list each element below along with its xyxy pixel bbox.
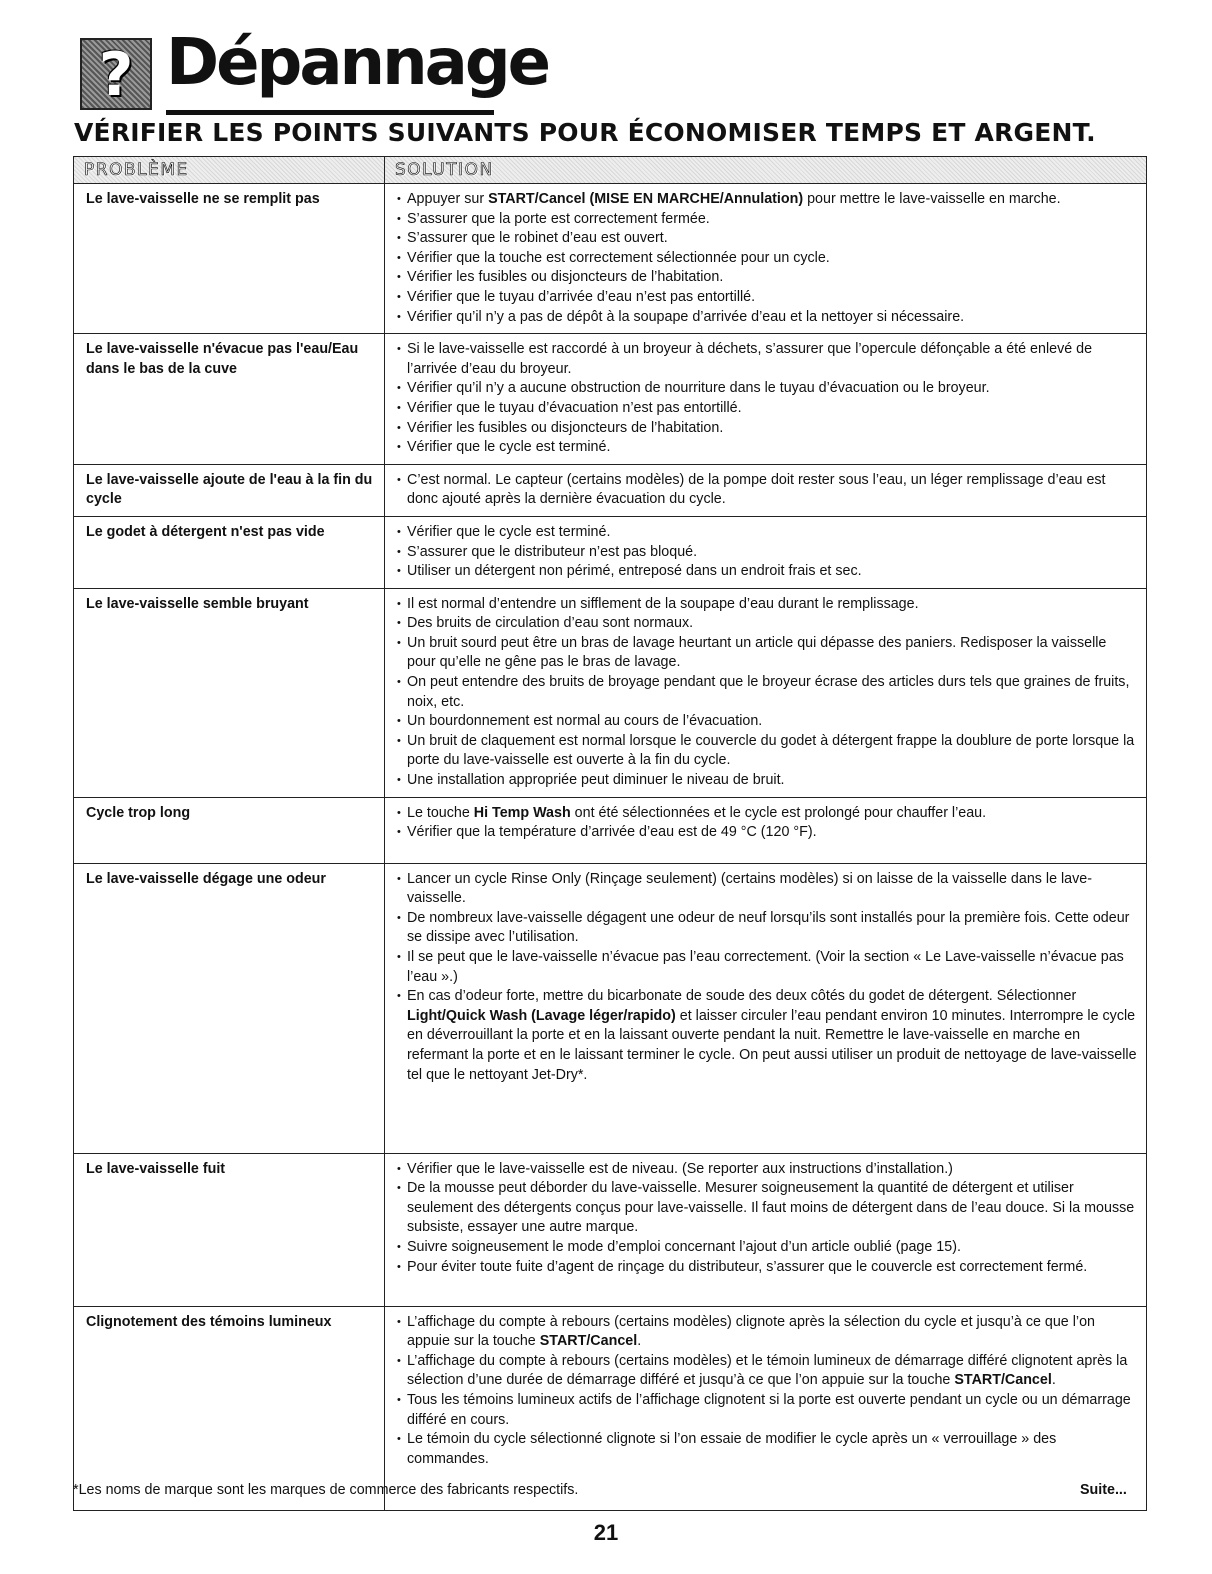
button-name-text: Hi Temp Wash — [473, 804, 571, 821]
solution-text: On peut entendre des bruits de broyage pendant que le broyeur écrase des articles durs tels que graines de fruits, noix, etc. — [407, 674, 1130, 710]
solution-text: pour mettre le lave-vaisselle en marche. — [803, 191, 1061, 207]
solution-text: S’assurer que la porte est correctement fermée. — [407, 210, 710, 227]
problem-cell: Le lave-vaisselle fuit — [74, 1153, 385, 1306]
table-row — [74, 797, 1147, 863]
solution-cell — [385, 797, 1147, 863]
table-row — [74, 863, 1147, 1153]
solution-item — [397, 340, 1138, 379]
solution-text: Si le lave-vaisselle est raccordé à un broyeur à déchets, s’assurer que l’opercule défonçable a été enlevé de l’arrivée d’eau du broyeur. — [407, 341, 1093, 377]
solution-item — [397, 399, 1138, 419]
table-row — [74, 1306, 1147, 1510]
solution-item — [397, 229, 1138, 249]
solution-item — [397, 1258, 1138, 1278]
solution-text: ont été sélectionnées et le cycle est prolongé pour chauffer l’eau. — [570, 804, 987, 821]
problem-cell: Cycle trop long — [74, 797, 385, 863]
solution-item — [397, 543, 1138, 563]
solution-text: Appuyer sur — [407, 191, 489, 207]
solution-text: Vérifier qu’il n’y a aucune obstruction de nourriture dans le tuyau d’évacuation ou le broyeur. — [407, 380, 990, 397]
solution-item — [397, 987, 1138, 1085]
solution-text: De la mousse peut déborder du lave-vaisselle. Mesurer soigneusement la quantité de détergent et utiliser seulement des détergents conçus pour lave-vaisselle. Il faut moins de détergent dans de l’eau douce. Si la mousse subsiste, essayer une autre marque. — [407, 1180, 1135, 1236]
section-subtitle: VÉRIFIER LES POINTS SUIVANTS POUR ÉCONOMISER TEMPS ET ARGENT. — [74, 118, 1096, 147]
solution-text: Vérifier que le tuyau d’arrivée d’eau n’est pas entortillé. — [407, 288, 756, 305]
page-title: Dépannage — [166, 26, 549, 100]
solution-text: De nombreux lave-vaisselle dégagent une odeur de neuf lorsqu’ils sont installés pour la première fois. Cette odeur se dissipe avec l’utilisation. — [407, 909, 1130, 946]
solution-text: En cas d’odeur forte, mettre du bicarbonate de soude des deux côtés du godet de détergent. Sélectionner — [407, 988, 1077, 1005]
solution-text: L’affichage du compte à rebours (certains modèles) clignote après la sélection du cycle et jusqu’à ce que l’on appuie sur la touche — [407, 1313, 1095, 1350]
solution-cell — [385, 184, 1147, 334]
solution-item — [397, 288, 1138, 308]
solution-text: Tous les témoins lumineux actifs de l’affichage clignotent si la porte est ouverte pendant un cycle ou un démarrage différé en cours. — [407, 1392, 1131, 1428]
solution-item — [397, 210, 1138, 230]
solution-text: Vérifier qu’il n’y a pas de dépôt à la soupape d’arrivée d’eau et la nettoyer si nécessaire. — [407, 308, 965, 325]
solution-item — [397, 190, 1138, 210]
solution-text: Un bruit de claquement est normal lorsque le couvercle du godet à détergent frappe la doublure de porte lorsque la porte du lave-vaisselle est ouverte à la fin du cycle. — [407, 732, 1135, 769]
button-name-text: START/Cancel — [539, 1333, 638, 1350]
solution-item — [397, 523, 1138, 543]
solution-text: Vérifier les fusibles ou disjoncteurs de l’habitation. — [407, 419, 724, 436]
solution-list — [397, 595, 1138, 791]
solution-text: Une installation appropriée peut diminuer le niveau de bruit. — [407, 772, 785, 789]
solution-text: C’est normal. Le capteur (certains modèles) de la pompe doit rester sous l’eau, un léger remplissage d’eau est donc ajouté après la dernière évacuation du cycle. — [407, 471, 1106, 508]
solution-text: . — [1051, 1372, 1056, 1389]
button-name-text: START/Cancel (MISE EN MARCHE/Annulation) — [488, 191, 804, 207]
solution-item — [397, 1160, 1138, 1180]
solution-cell — [385, 464, 1147, 516]
solution-item — [397, 562, 1138, 582]
question-mark-icon: ? — [80, 38, 152, 110]
column-header-problem: PROBLÈME — [74, 157, 385, 184]
solution-text: Utiliser un détergent non périmé, entreposé dans un endroit frais et sec. — [407, 563, 862, 580]
solution-text: Vérifier que le cycle est terminé. — [407, 523, 611, 540]
solution-list — [397, 870, 1138, 1086]
column-header-solution: SOLUTION — [385, 157, 1147, 184]
solution-text: Vérifier que la touche est correctement sélectionnée pour un cycle. — [407, 249, 830, 266]
solution-item — [397, 673, 1138, 712]
solution-list — [397, 1313, 1138, 1470]
problem-cell: Clignotement des témoins lumineux — [74, 1306, 385, 1510]
button-name-text: START/Cancel — [954, 1372, 1052, 1389]
solution-text: Vérifier que le lave-vaisselle est de niveau. (Se reporter aux instructions d’installation.) — [407, 1160, 953, 1177]
table-row — [74, 334, 1147, 465]
solution-text: Pour éviter toute fuite d’agent de rinçage du distributeur, s’assurer que le couvercle est correctement fermé. — [407, 1258, 1088, 1275]
solution-text: Il est normal d’entendre un sifflement de la soupape d’eau durant le remplissage. — [407, 595, 919, 612]
solution-item — [397, 1352, 1138, 1391]
solution-list — [397, 190, 1138, 327]
page-number: 21 — [593, 1520, 619, 1545]
solution-cell — [385, 516, 1147, 588]
solution-cell — [385, 1306, 1147, 1510]
solution-list — [397, 340, 1138, 458]
button-name-text: Light/Quick Wash (Lavage léger/rapido) — [407, 1007, 676, 1024]
problem-cell: Le lave-vaisselle semble bruyant — [74, 588, 385, 797]
solution-text: Il se peut que le lave-vaisselle n’évacue pas l’eau correctement. (Voir la section « Le Lave-vaisselle n’évacue pas l’eau ».) — [407, 949, 1124, 985]
table-row — [74, 464, 1147, 516]
solution-text: Vérifier que le cycle est terminé. — [407, 439, 611, 456]
solution-item — [397, 804, 1138, 824]
solution-text: Un bourdonnement est normal au cours de l’évacuation. — [407, 713, 763, 730]
solution-text: Le touche — [407, 804, 474, 821]
solution-text: S’assurer que le distributeur n’est pas bloqué. — [407, 543, 698, 560]
troubleshooting-table — [73, 156, 1147, 1511]
problem-cell: Le godet à détergent n'est pas vide — [74, 516, 385, 588]
problem-cell: Le lave-vaisselle ajoute de l'eau à la fin du cycle — [74, 464, 385, 516]
trademark-footnote: *Les noms de marque sont les marques de commerce des fabricants respectifs. — [73, 1482, 579, 1498]
solution-text: S’assurer que le robinet d’eau est ouvert. — [407, 230, 668, 247]
solution-text: Vérifier que la température d’arrivée d’eau est de 49 °C (120 °F). — [407, 824, 817, 841]
solution-text: et laisser circuler l’eau pendant environ 10 minutes. Interrompre le cycle en déverrouillant la porte et en la laissant ouverte pendant la nuit. Remettre le lave-vaisselle en marche en refermant la porte et en le laissant terminer le cycle. On peut aussi utiliser un produit de nettoyage de lave-vaisselle tel que le nettoyant Jet-Dry*. — [407, 1007, 1137, 1083]
solution-item — [397, 732, 1138, 771]
solution-cell — [385, 588, 1147, 797]
solution-cell — [385, 1153, 1147, 1306]
solution-item — [397, 1238, 1138, 1258]
solution-item — [397, 712, 1138, 732]
solution-item — [397, 268, 1138, 288]
solution-item — [397, 1179, 1138, 1238]
table-row — [74, 184, 1147, 334]
solution-item — [397, 1430, 1138, 1469]
solution-item — [397, 823, 1138, 843]
solution-item — [397, 379, 1138, 399]
solution-item — [397, 771, 1138, 791]
solution-item — [397, 909, 1138, 948]
solution-text: L’affichage du compte à rebours (certains modèles) et le témoin lumineux de démarrage différé clignotent après la sélection d’une durée de démarrage différé et jusqu’à ce que l’on appuie sur la touche — [407, 1352, 1128, 1389]
page-header — [80, 26, 549, 112]
solution-item — [397, 308, 1138, 328]
solution-item — [397, 471, 1138, 510]
solution-item — [397, 249, 1138, 269]
solution-text: Le témoin du cycle sélectionné clignote si l’on essaie de modifier le cycle après un « verrouillage » des commandes. — [407, 1431, 1057, 1467]
solution-item — [397, 634, 1138, 673]
title-underline — [166, 110, 494, 115]
solution-text: Un bruit sourd peut être un bras de lavage heurtant un article qui dépasse des paniers. Redisposer la vaisselle pour qu’elle ne gêne pas le bras de lavage. — [407, 634, 1107, 671]
solution-list — [397, 1160, 1138, 1278]
solution-text: Des bruits de circulation d’eau sont normaux. — [407, 615, 694, 632]
solution-item — [397, 614, 1138, 634]
table-header-row — [74, 157, 1147, 184]
table-row — [74, 1153, 1147, 1306]
solution-text: . — [637, 1333, 642, 1350]
solution-text: Vérifier que le tuyau d’évacuation n’est pas entortillé. — [407, 399, 742, 416]
solution-item — [397, 1313, 1138, 1352]
solution-text: Lancer un cycle Rinse Only (Rinçage seulement) (certains modèles) si on laisse de la vaisselle dans le lave-vaisselle. — [407, 870, 1092, 907]
solution-list — [397, 523, 1138, 582]
solution-list — [397, 804, 1138, 843]
solution-text: Suivre soigneusement le mode d’emploi concernant l’ajout d’un article oublié (page 15). — [407, 1239, 961, 1255]
solution-cell — [385, 334, 1147, 465]
solution-text: Vérifier les fusibles ou disjoncteurs de l’habitation. — [407, 269, 724, 286]
table-body — [74, 184, 1147, 1511]
continued-label: Suite... — [1080, 1482, 1127, 1498]
solution-item — [397, 595, 1138, 615]
table-row — [74, 516, 1147, 588]
solution-item — [397, 438, 1138, 458]
solution-cell — [385, 863, 1147, 1153]
solution-item — [397, 870, 1138, 909]
solution-list — [397, 471, 1138, 510]
solution-item — [397, 948, 1138, 987]
problem-cell: Le lave-vaisselle ne se remplit pas — [74, 184, 385, 334]
problem-cell: Le lave-vaisselle dégage une odeur — [74, 863, 385, 1153]
solution-item — [397, 1391, 1138, 1430]
problem-cell: Le lave-vaisselle n'évacue pas l'eau/Eau dans le bas de la cuve — [74, 334, 385, 465]
solution-item — [397, 419, 1138, 439]
table-row — [74, 588, 1147, 797]
